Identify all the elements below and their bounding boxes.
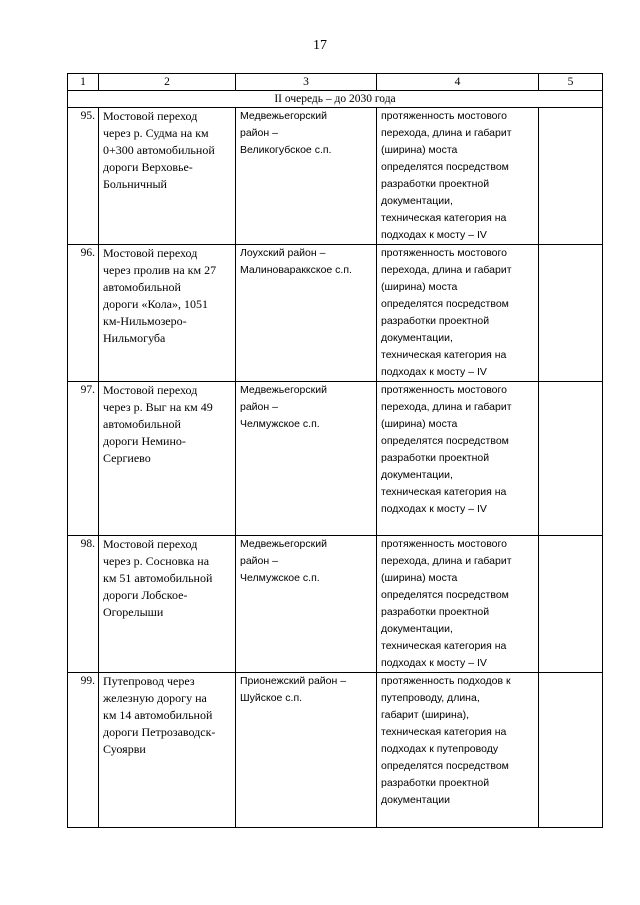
note-cell bbox=[539, 536, 603, 673]
table-row bbox=[68, 245, 603, 382]
object-cell: Мостовой переход через р. Выг на км 49 автомобильной дороги Немино- Сергиево bbox=[99, 382, 236, 536]
table-row bbox=[68, 673, 603, 828]
table-row bbox=[68, 382, 603, 536]
table-row bbox=[68, 536, 603, 673]
params-cell: протяженность мостового перехода, длина и габарит (ширина) моста определятся посредством разработки проектной документации, техническая категория на подходах к мосту – IV bbox=[377, 108, 539, 245]
note-cell bbox=[539, 108, 603, 245]
location-cell: Медвежьегорский район – Челмужское с.п. bbox=[236, 382, 377, 536]
row-number: 95. bbox=[68, 108, 99, 245]
objects-table bbox=[67, 73, 603, 828]
location-cell: Медвежьегорский район – Челмужское с.п. bbox=[236, 536, 377, 673]
header-cell: 4 bbox=[377, 74, 539, 91]
table-row bbox=[68, 108, 603, 245]
location-cell: Лоухский район – Малиновараккское с.п. bbox=[236, 245, 377, 382]
header-cell: 2 bbox=[99, 74, 236, 91]
location-cell: Медвежьегорский район – Великогубское с.п. bbox=[236, 108, 377, 245]
row-number: 97. bbox=[68, 382, 99, 536]
header-cell: 3 bbox=[236, 74, 377, 91]
row-number: 96. bbox=[68, 245, 99, 382]
object-cell: Путепровод через железную дорогу на км 14 автомобильной дороги Петрозаводск- Суоярви bbox=[99, 673, 236, 828]
object-cell: Мостовой переход через р. Сосновка на км 51 автомобильной дороги Лобское- Огорелыши bbox=[99, 536, 236, 673]
params-cell: протяженность подходов к путепроводу, длина, габарит (ширина), техническая категория на подходах к путепроводу определятся посредством разработки проектной документации bbox=[377, 673, 539, 828]
page-number: 17 bbox=[313, 38, 327, 53]
object-cell: Мостовой переход через р. Судма на км 0+300 автомобильной дороги Верховье- Больничный bbox=[99, 108, 236, 245]
note-cell bbox=[539, 245, 603, 382]
params-cell: протяженность мостового перехода, длина и габарит (ширина) моста определятся посредством разработки проектной документации, техническая категория на подходах к мосту – IV bbox=[377, 536, 539, 673]
row-number: 99. bbox=[68, 673, 99, 828]
object-cell: Мостовой переход через пролив на км 27 автомобильной дороги «Кола», 1051 км-Нильмозеро- Нильмогуба bbox=[99, 245, 236, 382]
section-title: II очередь – до 2030 года bbox=[68, 91, 603, 108]
params-cell: протяженность мостового перехода, длина и габарит (ширина) моста определятся посредством разработки проектной документации, техническая категория на подходах к мосту – IV bbox=[377, 382, 539, 536]
header-cell: 1 bbox=[68, 74, 99, 91]
note-cell bbox=[539, 673, 603, 828]
params-cell: протяженность мостового перехода, длина и габарит (ширина) моста определятся посредством разработки проектной документации, техническая категория на подходах к мосту – IV bbox=[377, 245, 539, 382]
location-cell: Прионежский район – Шуйское с.п. bbox=[236, 673, 377, 828]
header-row bbox=[68, 74, 603, 91]
note-cell bbox=[539, 382, 603, 536]
section-row bbox=[68, 91, 603, 108]
row-number: 98. bbox=[68, 536, 99, 673]
header-cell: 5 bbox=[539, 74, 603, 91]
